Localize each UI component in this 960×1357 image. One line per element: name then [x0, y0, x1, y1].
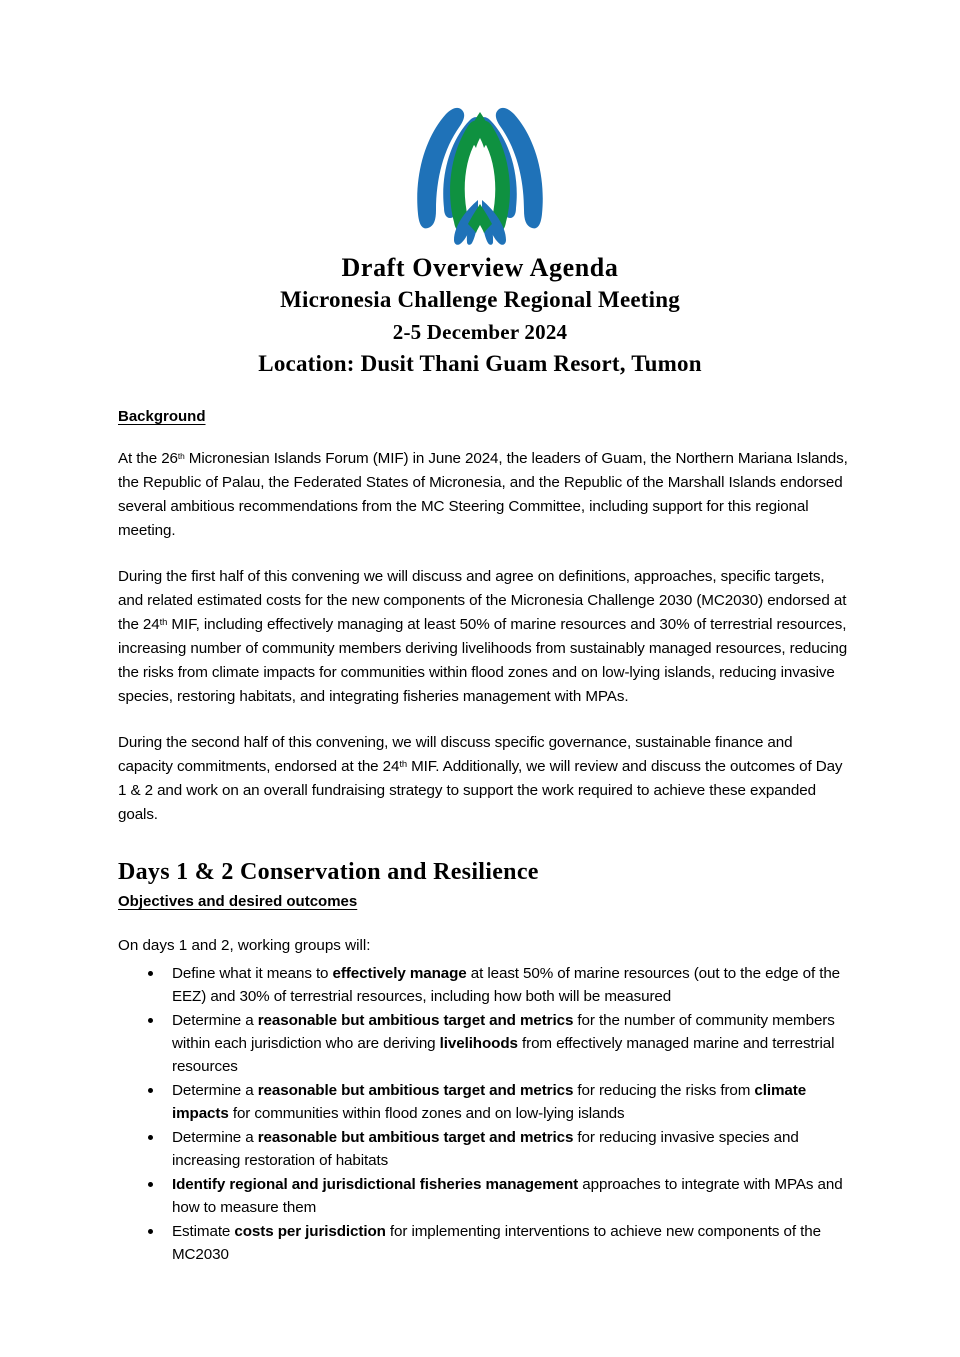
list-item — [118, 1220, 848, 1266]
bullets-lead-in: On days 1 and 2, working groups will: — [118, 937, 371, 954]
list-item — [118, 1009, 848, 1078]
bullet-part-3: from effectively managed marine and terrestrial resources — [172, 1035, 835, 1075]
bullet-dot-icon — [148, 1229, 153, 1234]
document-title-meeting: Micronesia Challenge Regional Meeting — [280, 287, 680, 312]
para3-ordinal-suffix: th — [399, 758, 407, 770]
list-item — [118, 1079, 848, 1125]
bullet-part-2: for the number of community members within each jurisdiction who are deriving — [172, 1012, 835, 1052]
para2-text-after: MIF, including effectively managing at least 50% of marine resources and 30% of terrestrial resources, increasing number of community members deriving livelihoods from sustainably managed resources, reducing the risks from climate impacts for communities within flood zones and on low-lying islands, reducing invasive species, restoring habitats, and integrating fisheries management with MPAs. — [118, 616, 848, 705]
bullet-bold-2: climate impacts — [172, 1082, 807, 1122]
logo-container — [0, 96, 960, 246]
bullet-bold-1: reasonable but ambitious target and metrics — [257, 1082, 574, 1099]
para3-text-after: MIF. Additionally, we will review and discuss the outcomes of Day 1 & 2 and work on an overall fundraising strategy to support the work required to achieve these expanded goals. — [118, 758, 843, 823]
bullet-dot-icon — [148, 1182, 153, 1187]
bullet-bold-1: Identify regional and jurisdictional fisheries management — [172, 1176, 579, 1193]
bullet-part-1: Define what it means to — [172, 965, 333, 982]
bullet-part-2: for reducing the risks from — [573, 1082, 755, 1099]
bullet-part-2: approaches to integrate with MPAs and how to measure them — [172, 1176, 843, 1216]
background-paragraph-3 — [118, 731, 848, 827]
para2-ordinal-suffix: th — [159, 616, 168, 628]
days-section-heading: Days 1 & 2 Conservation and Resilience — [118, 859, 539, 885]
micronesia-challenge-logo — [410, 96, 550, 246]
bullet-bold-1: costs per jurisdiction — [234, 1223, 386, 1240]
bullet-dot-icon — [148, 971, 153, 976]
background-paragraph-1 — [118, 447, 848, 543]
para1-text-before: At the 26 — [118, 450, 178, 467]
document-title-main: Draft Overview Agenda — [341, 253, 619, 282]
bullet-dot-icon — [148, 1018, 153, 1023]
bullet-part-2: for implementing interventions to achieve new components of the MC2030 — [172, 1223, 821, 1263]
para1-ordinal-suffix: th — [177, 450, 185, 461]
background-heading-wrap — [118, 408, 848, 447]
objectives-bullet-list — [118, 962, 848, 1266]
bullet-dot-icon — [148, 1088, 153, 1093]
para1-text-after: Micronesian Islands Forum (MIF) in June 2024, the leaders of Guam, the Northern Mariana Islands, the Republic of Palau, the Federated States of Micronesia, and the Republic of the Marshall Islands endorsed several ambitious recommendations from the MC Steering Committee, including support for this regional meeting. — [118, 450, 848, 539]
document-body — [118, 408, 848, 1267]
objectives-subheading: Objectives and desired outcomes — [118, 893, 358, 910]
background-paragraph-2 — [118, 565, 848, 709]
title-block — [0, 252, 960, 380]
list-item — [118, 962, 848, 1008]
bullet-part-3: for communities within flood zones and on low-lying islands — [228, 1105, 625, 1122]
bullet-part-2: for reducing invasive species and increasing restoration of habitats — [172, 1129, 799, 1169]
bullet-bold-2: livelihoods — [439, 1035, 518, 1052]
document-title-dates: 2-5 December 2024 — [392, 320, 568, 344]
list-item — [118, 1173, 848, 1219]
bullet-part-1: Determine a — [172, 1129, 258, 1146]
background-heading: Background — [118, 408, 206, 425]
bullet-part-1: Determine a — [172, 1012, 258, 1029]
bullet-bold-1: effectively manage — [332, 965, 467, 982]
document-title-location: Location: Dusit Thani Guam Resort, Tumon — [258, 351, 702, 376]
bullet-bold-1: reasonable but ambitious target and metrics — [257, 1129, 574, 1146]
para3-text-before: During the second half of this convening, we will discuss specific governance, sustainable finance and capacity commitments, endorsed at the 24 — [118, 734, 793, 775]
bullet-bold-1: reasonable but ambitious target and metrics — [257, 1012, 574, 1029]
objectives-heading-wrap — [118, 893, 848, 934]
para2-text-before: During the first half of this convening we will discuss and agree on definitions, approaches, specific targets, and related estimated costs for the new components of the Micronesia Challenge 2030 (MC2030) endorsed at the 24 — [118, 568, 847, 633]
bullet-part-1: Determine a — [172, 1082, 258, 1099]
list-item — [118, 1126, 848, 1172]
bullet-part-1: Estimate — [172, 1223, 235, 1240]
bullet-dot-icon — [148, 1135, 153, 1140]
bullet-part-2: at least 50% of marine resources (out to the edge of the EEZ) and 30% of terrestrial resources, including how both will be measured — [172, 965, 841, 1005]
